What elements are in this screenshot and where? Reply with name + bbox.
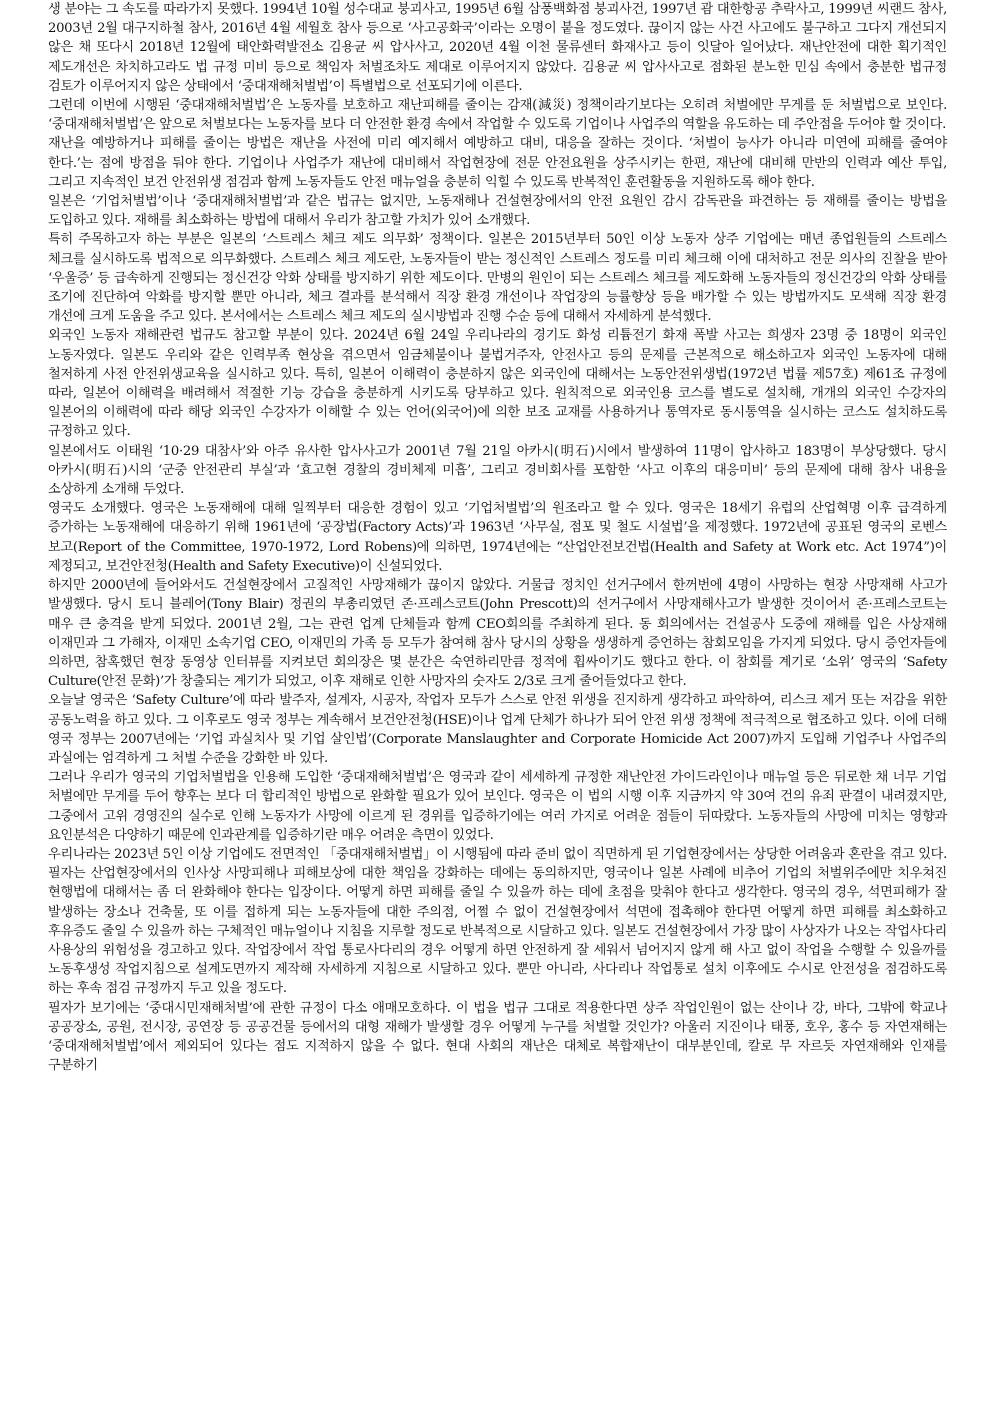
body-paragraph: 우리나라는 2023년 5인 이상 기업에도 전면적인 「중대재해처벌법」이 시행됨에 따라 준비 없이 직면하게 된 기업현장에서는 상당한 어려움과 혼란을 겪고 있다. 필자는 산업현장에서의 인사상 사망피해나 피해보상에 대한 책임을 강화하는 데에는 동의하지만, 영국이나 일본 사례에 비추어 기업의 처벌위주에만 치우쳐진 현행법에 대해서는 좀 더 완화해야 한다는 입장이다. 어떻게 하면 피해를 줄일 수 있을까 하는 데에 초점을 맞춰야 한다고 생각한다. 영국의 경우, 석면피해가 잘 발생하는 장소나 건축물, 또 이를 접하게 되는 노동자들에 대한 주의점, 어쩔 수 없이 건설현장에서 석면에 접촉해야 한다면 어떻게 하면 피해를 최소화하고 후유증도 줄일 수 있을까 하는 구체적인 매뉴얼이나 지침을 지루할 정도로 반복적으로 시달하고 있다. 일본도 건설현장에서 가장 많이 사상자가 나오는 작업사다리 사용상의 위험성을 경고하고 있다. 작업장에서 작업 통로사다리의 경우 어떻게 하면 안전하게 잘 세워서 넘어지지 않게 해 사고 없이 작업을 수행할 수 있을까를 노동후생성 작업지침으로 설계도면까지 제작해 자세하게 지침으로 시달하고 있다. 뿐만 아니라, 사다리나 작업통로 설치 이후에도 수시로 안전성을 점검하도록 하는 후속 점검 규정까지 두고 있을 정도다.: [48, 846, 947, 997]
body-paragraph: 그러나 우리가 영국의 기업처벌법을 인용해 도입한 ‘중대재해처벌법’은 영국과 같이 세세하게 규정한 재난안전 가이드라인이나 매뉴얼 등은 뒤로한 채 너무 기업 처벌에만 무게를 두어 향후는 보다 더 합리적인 방법으로 완화할 필요가 있어 보인다. 영국은 이 법의 시행 이후 지금까지 약 30여 건의 유죄 판결이 내려졌지만, 그중에서 고위 경영진의 실수로 인해 노동자가 사망에 이르게 된 경위를 입증하기에는 여러 가지로 어려운 점들이 뒤따랐다. 노동자들의 사망에 미치는 영향과 요인분석은 다양하기 때문에 인과관계를 입증하기란 매우 어려운 측면이 있었다.: [48, 770, 947, 843]
body-paragraph: 일본은 ‘기업처벌법’이나 ‘중대재해처벌법’과 같은 법규는 없지만, 노동재해나 건설현장에서의 안전 요원인 감시 감독관을 파견하는 등 재해를 줄이는 방법을 도입하고 있다. 재해를 최소화하는 방법에 대해서 우리가 참고할 가치가 있어 소개했다.: [48, 194, 947, 229]
body-paragraph: 오늘날 영국은 ‘Safety Culture’에 따라 발주자, 설계자, 시공자, 작업자 모두가 스스로 안전 위생을 진지하게 생각하고 파악하여, 리스크 제거 또는 저감을 위한 공동노력을 하고 있다. 그 이후로도 영국 정부는 계속해서 보건안전청(HSE)이나 업계 단체가 하나가 되어 안전 위생 정책에 적극적으로 협조하고 있다. 이에 더해 영국 정부는 2007년에는 ‘기업 과실치사 및 기업 살인법’(Corporate Manslaughter and Corporate Homicide Act 2007)까지 도입해 기업주나 사업주의 과실에는 엄격하게 그 처벌 수준을 강화한 바 있다.: [48, 693, 947, 766]
body-paragraph: 일본에서도 이태원 ‘10·29 대참사’와 아주 유사한 압사사고가 2001년 7월 21일 아카시(明石)시에서 발생하여 11명이 압사하고 183명이 부상당했다. 당시 아카시(明石)시의 ‘군중 안전관리 부실’과 ‘효고현 경찰의 경비체제 미흡’, 그리고 경비회사를 포함한 ‘사고 이후의 대응미비’ 등의 문제에 대해 참사 내용을 소상하게 소개해 두었다.: [48, 443, 947, 498]
body-paragraph: 특히 주목하고자 하는 부분은 일본의 ‘스트레스 체크 제도 의무화’ 정책이다. 일본은 2015년부터 50인 이상 노동자 상주 기업에는 매년 종업원들의 스트레스 체크를 실시하도록 법적으로 의무화했다. 스트레스 체크 제도란, 노동자들이 받는 정신적인 스트레스 정도를 미리 체크해 이에 대처하고 전문 의사의 진찰을 받아 ‘우울증’ 등 급속하게 진행되는 정신건강 악화 상태를 방지하기 위한 제도이다. 만병의 원인이 되는 스트레스 체크를 제도화해 노동자들의 정신건강의 악화 상태를 조기에 진단하여 악화를 방지할 뿐만 아니라, 체크 결과를 분석해서 직장 환경 개선이나 작업장의 능률향상 등을 배가할 수 있는 방법까지도 모색해 직장 환경 개선에 크게 도움을 주고 있다. 본서에서는 스트레스 체크 제도의 실시방법과 진행 수순 등에 대해서 자세하게 분석했다.: [48, 232, 947, 325]
body-paragraph: 그런데 이번에 시행된 ‘중대재해처벌법’은 노동자를 보호하고 재난피해를 줄이는 감재(減災) 정책이라기보다는 오히려 처벌에만 무게를 둔 처벌법으로 보인다. ‘중대재해처벌법’은 앞으로 처벌보다는 노동자를 보다 더 안전한 환경 속에서 작업할 수 있도록 기업이나 사업주의 역할을 유도하는 데 주안점을 두어야 할 것이다.: [48, 98, 947, 133]
body-paragraph: 생 분야는 그 속도를 따라가지 못했다. 1994년 10월 성수대교 붕괴사고, 1995년 6월 삼풍백화점 붕괴사건, 1997년 괌 대한항공 추락사고, 1999년 씨랜드 참사, 2003년 2월 대구지하철 참사, 2016년 4월 세월호 참사 등으로 ‘사고공화국’이라는 오명이 붙을 정도였다. 끊이지 않는 사건 사고에도 불구하고 그다지 개선되지 않은 채 또다시 2018년 12월에 태안화력발전소 김용균 씨 압사사고, 2020년 4월 이천 물류센터 화재사고 등이 잇달아 일어났다. 재난안전에 대한 획기적인 제도개선은 차치하고라도 법 규정 미비 등으로 책임자 처벌조차도 제대로 이루어지지 않았다. 김용균 씨 압사사고로 점화된 분노한 민심 속에서 충분한 법규정 검토가 이루어지지 않은 상태에서 ‘중대재해처벌법’이 특별법으로 선포되기에 이른다.: [48, 2, 947, 94]
body-paragraph: 재난을 예방하거나 피해를 줄이는 방법은 재난을 사전에 미리 예지해서 예방하고 대비, 대응을 잘하는 것이다. ‘처벌이 능사가 아니라 미연에 피해를 줄여야 한다.’는 점에 방점을 둬야 한다. 기업이나 사업주가 재난에 대비해서 작업현장에 전문 안전요원을 상주시키는 한편, 재난에 대비해 만반의 인력과 예산 투입, 그리고 지속적인 보건 안전위생 점검과 함께 노동자들도 안전 매뉴얼을 충분히 익힐 수 있도록 반복적인 훈련활동을 지원하도록 해야 한다.: [48, 136, 947, 190]
body-paragraph: 외국인 노동자 재해관련 법규도 참고할 부분이 있다. 2024년 6월 24일 우리나라의 경기도 화성 리튬전기 화재 폭발 사고는 희생자 23명 중 18명이 외국인 노동자였다. 일본도 우리와 같은 인력부족 현상을 겪으면서 임금체불이나 불법거주자, 안전사고 등의 문제를 근본적으로 해소하고자 외국인 노동자에 대해 철저하게 사전 안전위생교육을 실시하고 있다. 특히, 일본어 이해력이 충분하지 않은 외국인에 대해서는 노동안전위생법(1972년 법률 제57호) 제61조 규정에 따라, 일본어 이해력을 배려해서 적절한 기능 강습을 충분하게 시키도록 당부하고 있다. 원칙적으로 외국인용 코스를 별도로 설치해, 개개의 외국인 수강자의 일본어의 이해력에 따라 해당 외국인 수강자가 이해할 수 있는 언어(외국어)에 의한 보조 교재를 사용하거나 통역자로 동시통역을 실시하는 코스도 설치하도록 규정하고 있다.: [48, 328, 947, 440]
body-paragraph: 영국도 소개했다. 영국은 노동재해에 대해 일찍부터 대응한 경험이 있고 ‘기업처벌법’의 원조라고 할 수 있다. 영국은 18세기 유럽의 산업혁명 이후 급격하게 증가하는 노동재해에 대응하기 위해 1961년에 ‘공장법(Factory Acts)’과 1963년 ‘사무실, 점포 및 철도 시설법’을 제정했다. 1972년에 공표된 영국의 로벤스 보고(Report of the Committee, 1970-1972, Lord Robens)에 의하면, 1974년에는 “산업안전보건법(Health and Safety at Work etc. Act 1974”)이 제정되고, 보건안전청(Health and Safety Executive)이 신설되었다.: [48, 501, 947, 574]
body-paragraph: 하지만 2000년에 들어와서도 건설현장에서 고질적인 사망재해가 끊이지 않았다. 거물급 정치인 선거구에서 한꺼번에 4명이 사망하는 현장 사망재해 사고가 발생했다. 당시 토니 블레어(Tony Blair) 정권의 부총리였던 존·프레스코트(John Prescott)의 선거구에서 사망재해사고가 발생한 것이어서 존·프레스코트는 매우 큰 충격을 받게 되었다. 2001년 2월, 그는 관련 업계 단체들과 함께 CEO회의를 주최하게 된다. 동 회의에서는 건설공사 도중에 재해를 입은 사상재해 이재민과 그 가해자, 이재민 소속기업 CEO, 이재민의 가족 등 모두가 참여해 참사 당시의 상황을 생생하게 증언하는 참회모임을 가지게 되었다. 당시 증언자들에 의하면, 참혹했던 현장 동영상 인터뷰를 지켜보던 회의장은 몇 분간은 숙연하리만큼 정적에 휩싸이기도 했다고 한다. 이 참회를 계기로 ‘소위’ 영국의 ‘Safety Culture(안전 문화)’가 창출되는 계기가 되었고, 이후 재해로 인한 사망자의 숫자도 2/3로 크게 줄어들었다고 한다.: [48, 578, 947, 690]
body-paragraph: 필자가 보기에는 ‘중대시민재해처벌’에 관한 규정이 다소 애매모호하다. 이 법을 법규 그대로 적용한다면 상주 작업인원이 없는 산이나 강, 바다, 그밖에 학교나 공공장소, 공원, 전시장, 공연장 등 공공건물 등에서의 대형 재해가 발생할 경우 어떻게 누구를 처벌할 것인가? 아울러 지진이나 태풍, 호우, 홍수 등 자연재해는 ‘중대재해처벌법’에서 제외되어 있다는 점도 지적하지 않을 수 없다. 현대 사회의 재난은 대체로 복합재난이 대부분인데, 칼로 무 자르듯 자연재해와 인재를 구분하기: [48, 1000, 947, 1074]
